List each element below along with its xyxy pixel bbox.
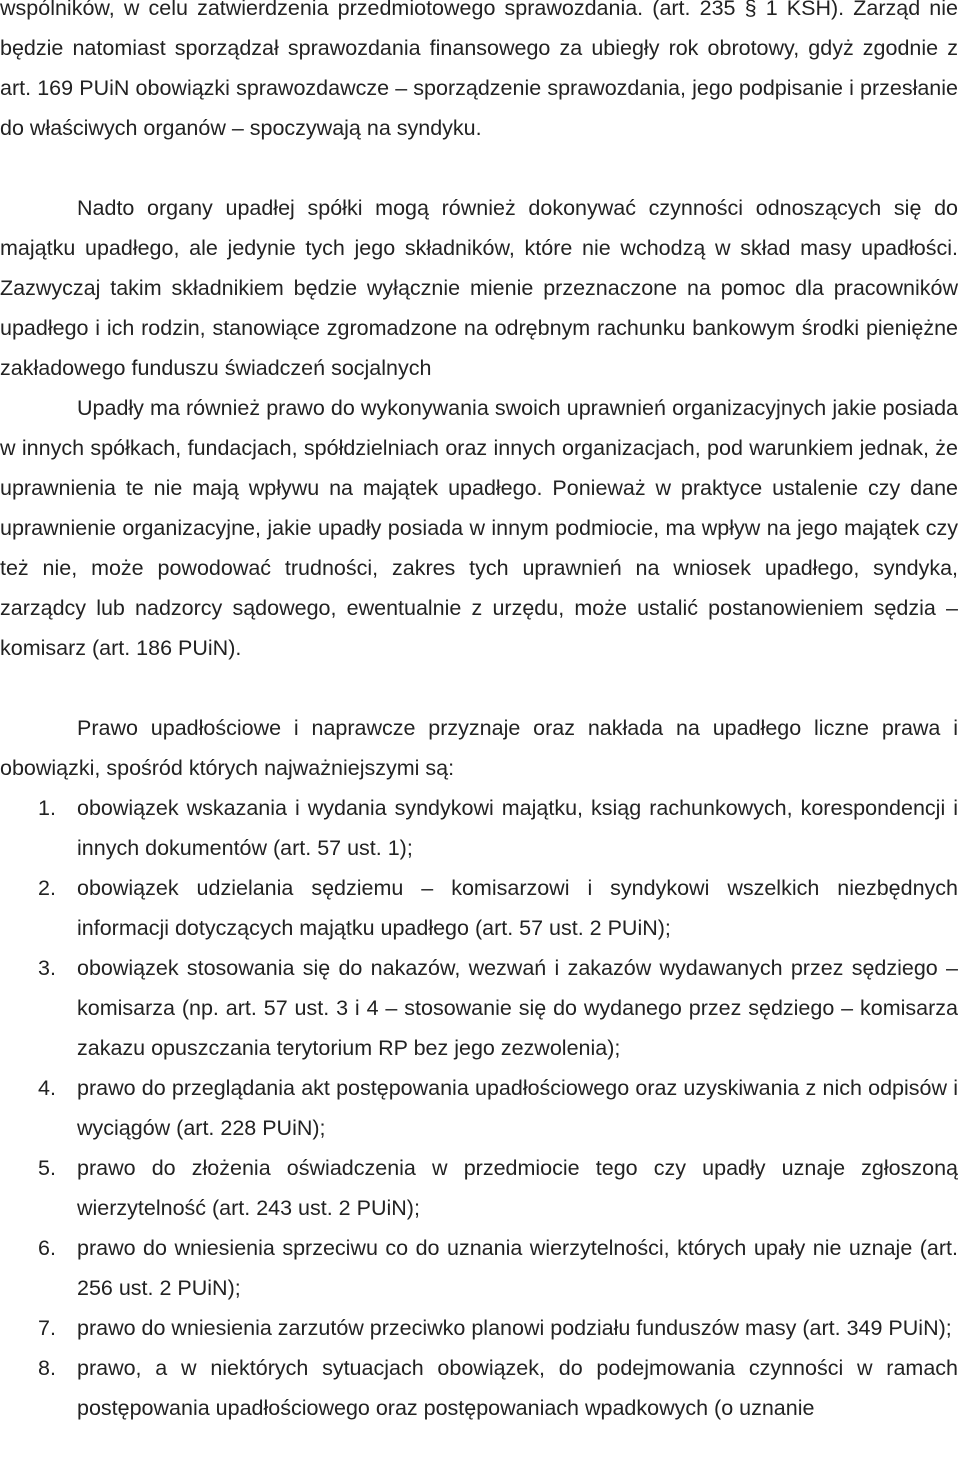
paragraph-continuation: wspólników, w celu zatwierdzenia przedmiotowego sprawozdania. (art. 235 § 1 KSH). Zarząd nie będzie natomiast sporządzał sprawozdania finansowego za ubiegły rok obrotowy, gdyż zgodnie z art. 169 PUiN obowiązki sprawozdawcze – sporządzenie sprawozdania, jego podpisanie i przesłanie do właściwych organów – spoczywają na syndyku.: [0, 0, 958, 140]
list-item-text: prawo do przeglądania akt postępowania upadłościowego oraz uzyskiwania z nich odpisów i wyciągów (art. 228 PUiN);: [77, 1076, 958, 1140]
list-item-text: obowiązek udzielania sędziemu – komisarzowi i syndykowi wszelkich niezbędnych informacji dotyczących majątku upadłego (art. 57 ust. 2 PUiN);: [77, 876, 958, 940]
list-item-text: obowiązek stosowania się do nakazów, wezwań i zakazów wydawanych przez sędziego – komisarza (np. art. 57 ust. 3 i 4 – stosowanie się do wydanego przez sędziego – komisarza zakazu opuszczania terytorium RP bez jego zezwolenia);: [77, 956, 958, 1060]
list-item-number: 5.: [38, 1156, 56, 1180]
list-item-number: 3.: [38, 956, 56, 980]
list-item: [0, 1348, 958, 1428]
paragraph-intro-list: Prawo upadłościowe i naprawcze przyznaje oraz nakłada na upadłego liczne prawa i obowiązki, spośród których najważniejszymi są:: [0, 716, 958, 780]
list-item-text: prawo do złożenia oświadczenia w przedmiocie tego czy upadły uznaje zgłoszoną wierzytelność (art. 243 ust. 2 PUiN);: [77, 1156, 958, 1220]
obligations-list: [0, 788, 958, 1428]
list-item-number: 1.: [38, 796, 56, 820]
list-item-number: 2.: [38, 876, 56, 900]
list-item-text: prawo do wniesienia zarzutów przeciwko planowi podziału funduszów masy (art. 349 PUiN);: [77, 1316, 952, 1340]
list-item: [0, 948, 958, 1068]
list-item-text: obowiązek wskazania i wydania syndykowi majątku, ksiąg rachunkowych, korespondencji i innych dokumentów (art. 57 ust. 1);: [77, 796, 958, 860]
list-item: [0, 1228, 958, 1308]
list-item: [0, 788, 958, 868]
list-item: [0, 868, 958, 948]
list-item-number: 4.: [38, 1076, 56, 1100]
list-item-number: 6.: [38, 1236, 56, 1260]
list-item-text: prawo do wniesienia sprzeciwu co do uznania wierzytelności, których upały nie uznaje (art. 256 ust. 2 PUiN);: [77, 1236, 958, 1300]
list-item-text: prawo, a w niektórych sytuacjach obowiązek, do podejmowania czynności w ramach postępowania upadłościowego oraz postępowaniach wpadkowych (o uznanie: [77, 1356, 958, 1420]
list-item: [0, 1068, 958, 1148]
list-item: [0, 1308, 958, 1348]
list-item-number: 7.: [38, 1316, 56, 1340]
list-item: [0, 1148, 958, 1228]
paragraph-rights: Upadły ma również prawo do wykonywania swoich uprawnień organizacyjnych jakie posiada w innych spółkach, fundacjach, spółdzielniach oraz innych organizacjach, pod warunkiem jednak, że uprawnienia te nie mają wpływu na majątek upadłego. Ponieważ w praktyce ustalenie czy dane uprawnienie organizacyjne, jakie upadły posiada w innym podmiocie, ma wpływ na jego majątek czy też nie, może powodować trudności, zakres tych uprawnień na wniosek upadłego, syndyka, zarządcy lub nadzorcy sądowego, ewentualnie z urzędu, może ustalić postanowieniem sędzia – komisarz (art. 186 PUiN).: [0, 396, 958, 660]
list-item-number: 8.: [38, 1356, 56, 1380]
paragraph-organs: Nadto organy upadłej spółki mogą również dokonywać czynności odnoszących się do majątku upadłego, ale jedynie tych jego składników, które nie wchodzą w skład masy upadłości. Zazwyczaj takim składnikiem będzie wyłącznie mienie przeznaczone na pomoc dla pracowników upadłego i ich rodzin, stanowiące zgromadzone na odrębnym rachunku bankowym środki pieniężne zakładowego funduszu świadczeń socjalnych: [0, 196, 958, 380]
